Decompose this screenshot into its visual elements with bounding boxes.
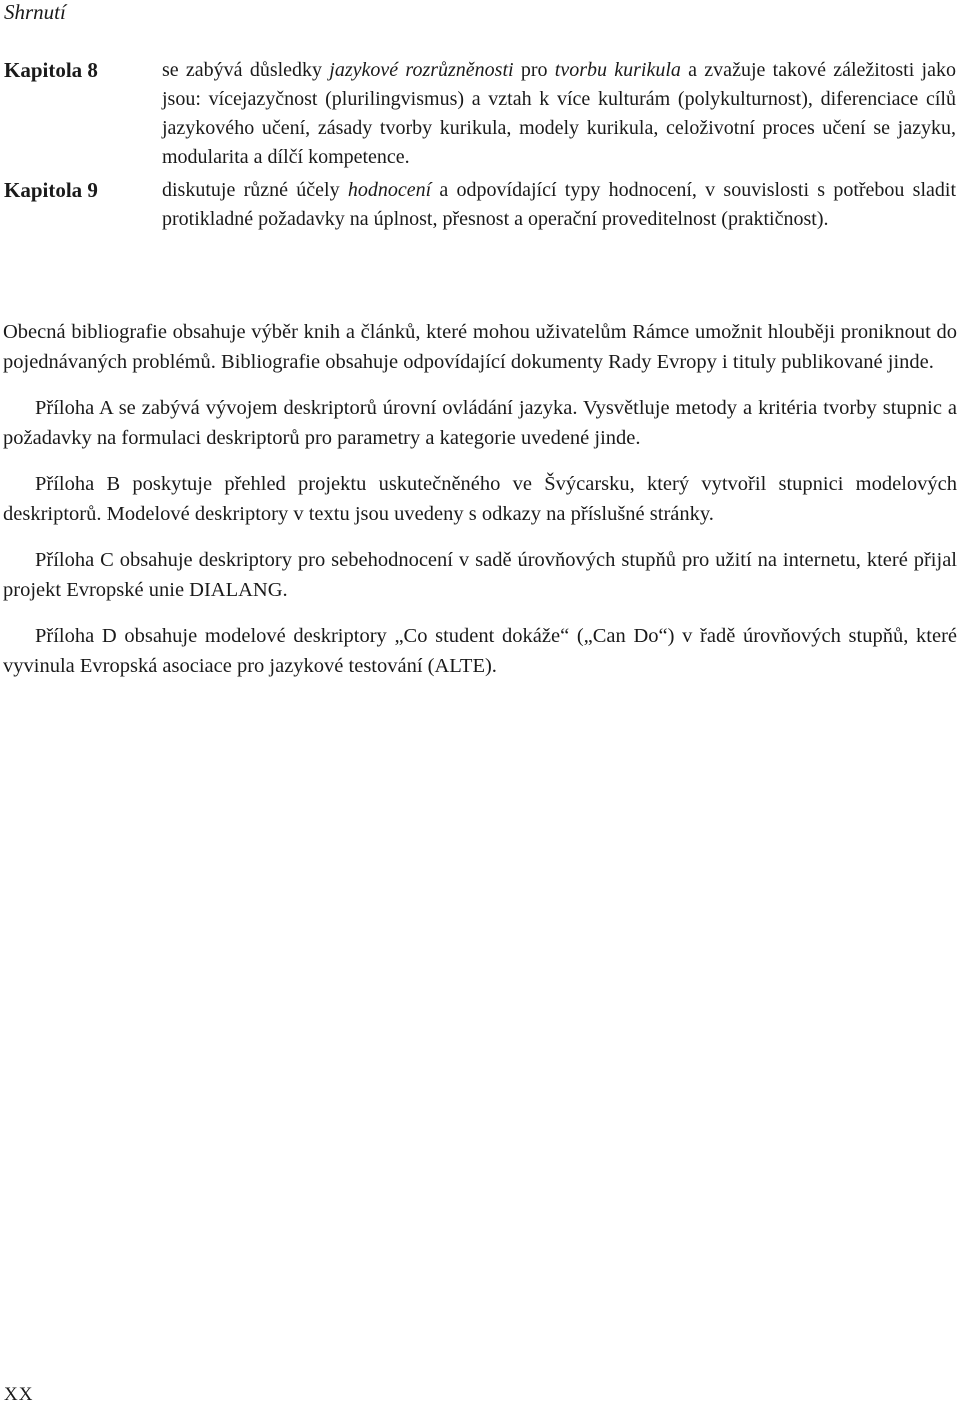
chapter-text-segment: se zabývá důsledky	[162, 59, 330, 81]
paragraph-appendix-a: Příloha A se zabývá vývojem deskriptorů úrovní ovládání jazyka. Vysvětluje metody a kritéria tvorby stupnic a požadavky na formulaci deskriptorů pro parametry a kategorie uvedené jinde.	[3, 397, 957, 449]
paragraph-appendix-d: Příloha D obsahuje modelové deskriptory „Co student dokáže“ („Can Do“) v řadě úrovňových stupňů, které vyvinula Evropská asociace pro jazykové testování (ALTE).	[3, 625, 957, 677]
chapter-description	[162, 176, 956, 234]
chapter-summary-list	[0, 56, 960, 234]
body-text	[3, 318, 957, 698]
paragraph-appendix-b: Příloha B poskytuje přehled projektu uskutečněného ve Švýcarsku, který vytvořil stupnici modelových deskriptorů. Modelové deskriptory v textu jsou uvedeny s odkazy na příslušné stránky.	[3, 473, 957, 525]
chapter-entry-8	[0, 56, 960, 172]
chapter-text-segment: a odpovídající typy hodnocení, v souvislosti s potřebou sladit protikladné požadavky na úplnost, přesnost a operační proveditelnost (praktičnost).	[162, 179, 956, 230]
running-head: Shrnutí	[4, 0, 66, 24]
chapter-description	[162, 56, 956, 172]
paragraph-appendix-c: Příloha C obsahuje deskriptory pro sebehodnocení v sadě úrovňových stupňů pro užití na internetu, které přijal projekt Evropské unie DIALANG.	[3, 549, 957, 601]
chapter-text-segment: a zvažuje takové záležitosti jako jsou: vícejazyčnost (plurilingvismus) a vztah k více kulturám (polykulturnost), diferenciace cílů jazykového učení, zásady tvorby kurikula, modely kurikula, celoživotní proces učení se jazyku, modularita a dílčí kompetence.	[162, 59, 956, 168]
chapter-emphasis: jazykové rozrůzněnosti	[329, 59, 514, 81]
chapter-entry-9	[0, 176, 960, 234]
chapter-label: Kapitola 9	[4, 178, 98, 202]
chapter-emphasis: hodnocení	[347, 179, 432, 201]
chapter-text-segment: pro	[513, 59, 555, 81]
paragraph-bibliography: Obecná bibliografie obsahuje výběr knih a článků, které mohou uživatelům Rámce umožnit hlouběji proniknout do pojednávaných problémů. Bibliografie obsahuje odpovídající dokumenty Rady Evropy i tituly publikované jinde.	[3, 321, 957, 373]
chapter-label: Kapitola 8	[4, 58, 98, 82]
chapter-text-segment: diskutuje různé účely	[162, 179, 348, 201]
page-number: XX	[4, 1384, 34, 1405]
chapter-emphasis: tvorbu kurikula	[554, 59, 681, 81]
